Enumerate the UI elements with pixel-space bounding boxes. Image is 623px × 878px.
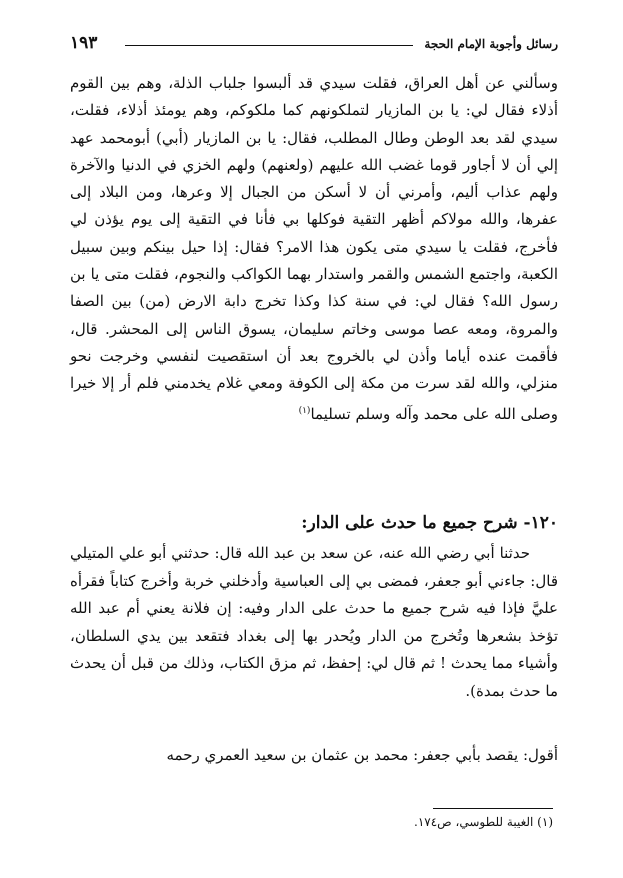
commentary-line: أقول: يقصد بأبي جعفر: محمد بن عثمان بن سعيد العمري رحمه [166, 746, 558, 764]
section-paragraph: حدثنا أبي رضي الله عنه، عن سعد بن عبد الله قال: حدثني أبو علي المتيلي قال: جاءني أبو جعفر، فمضى بي إلى العباسية وأدخلني خربة وأخرج كتاباً فقرأه عليَّ فإذا فيه شرح جميع ما حدث على الدار وفيه: إن فلانة يعني أم عبد الله تؤخذ بشعرها وتُخرج من الدار ويُحدر بها إلى بغداد فتقعد بين يدي السلطان، وأشياء مما يحدث ! ثم قال لي: إحفظ، ثم مزق الكتاب، وذلك من قبل أن يحدث ما حدث بمدة). [70, 544, 558, 700]
section-text [70, 540, 558, 705]
running-header [70, 33, 558, 55]
paragraph [70, 70, 558, 428]
page-number: ١٩٣ [70, 33, 98, 53]
header-rule [125, 45, 413, 46]
section-heading: ١٢٠- شرح جميع ما حدث على الدار: [301, 513, 558, 533]
running-title: رسائل وأجوبة الإمام الحجة [424, 37, 558, 51]
footnote-rule [433, 808, 553, 809]
footnote-reference: (١) [298, 405, 311, 416]
paragraph-text: وسألني عن أهل العراق، فقلت سيدي قد ألبسوا جلباب الذلة، وهم بين القوم أذلاء فقال لي: يا بن المازيار لتملكونهم كما ملكوكم، وهم يومئذ أذلاء، فقلت، سيدي لقد بعد الوطن وطال المطلب، فقال: يا بن المازيار (أبي) أبومحمد عهد إلي أن لا أجاور قوما غضب الله عليهم (ولعنهم) ولهم الخزي في الدنيا والآخرة ولهم عذاب أليم، وأمرني أن لا أسكن من الجبال إلا وعرها، ومن البلاد إلى عفرها، والله مولاكم أظهر التقية فوكلها بي فأنا في التقية إلى يوم يؤذن لي فأخرج، فقلت يا سيدي متى يكون هذا الامر؟ فقال: إذا حيل بينكم وبين سبيل الكعبة، واجتمع الشمس والقمر واستدار بهما الكواكب والنجوم، فقلت متى يا بن رسول الله؟ فقال لي: في سنة كذا وكذا تخرج دابة الارض (من) بين الصفا والمروة، ومعه عصا موسى وخاتم سليمان، يسوق الناس إلى المحشر. قال، فأقمت عنده أياما وأذن لي بالخروج بعد أن استقصيت لنفسي وخرجت نحو منزلي، والله لقد سرت من مكة إلى الكوفة ومعي غلام يخدمني فلم أر إلا خيرا وصلى الله على محمد وآله وسلم تسليما [70, 74, 558, 423]
main-text [70, 70, 558, 428]
footnote: (١) الغيبة للطوسي، ص١٧٤. [413, 815, 553, 829]
